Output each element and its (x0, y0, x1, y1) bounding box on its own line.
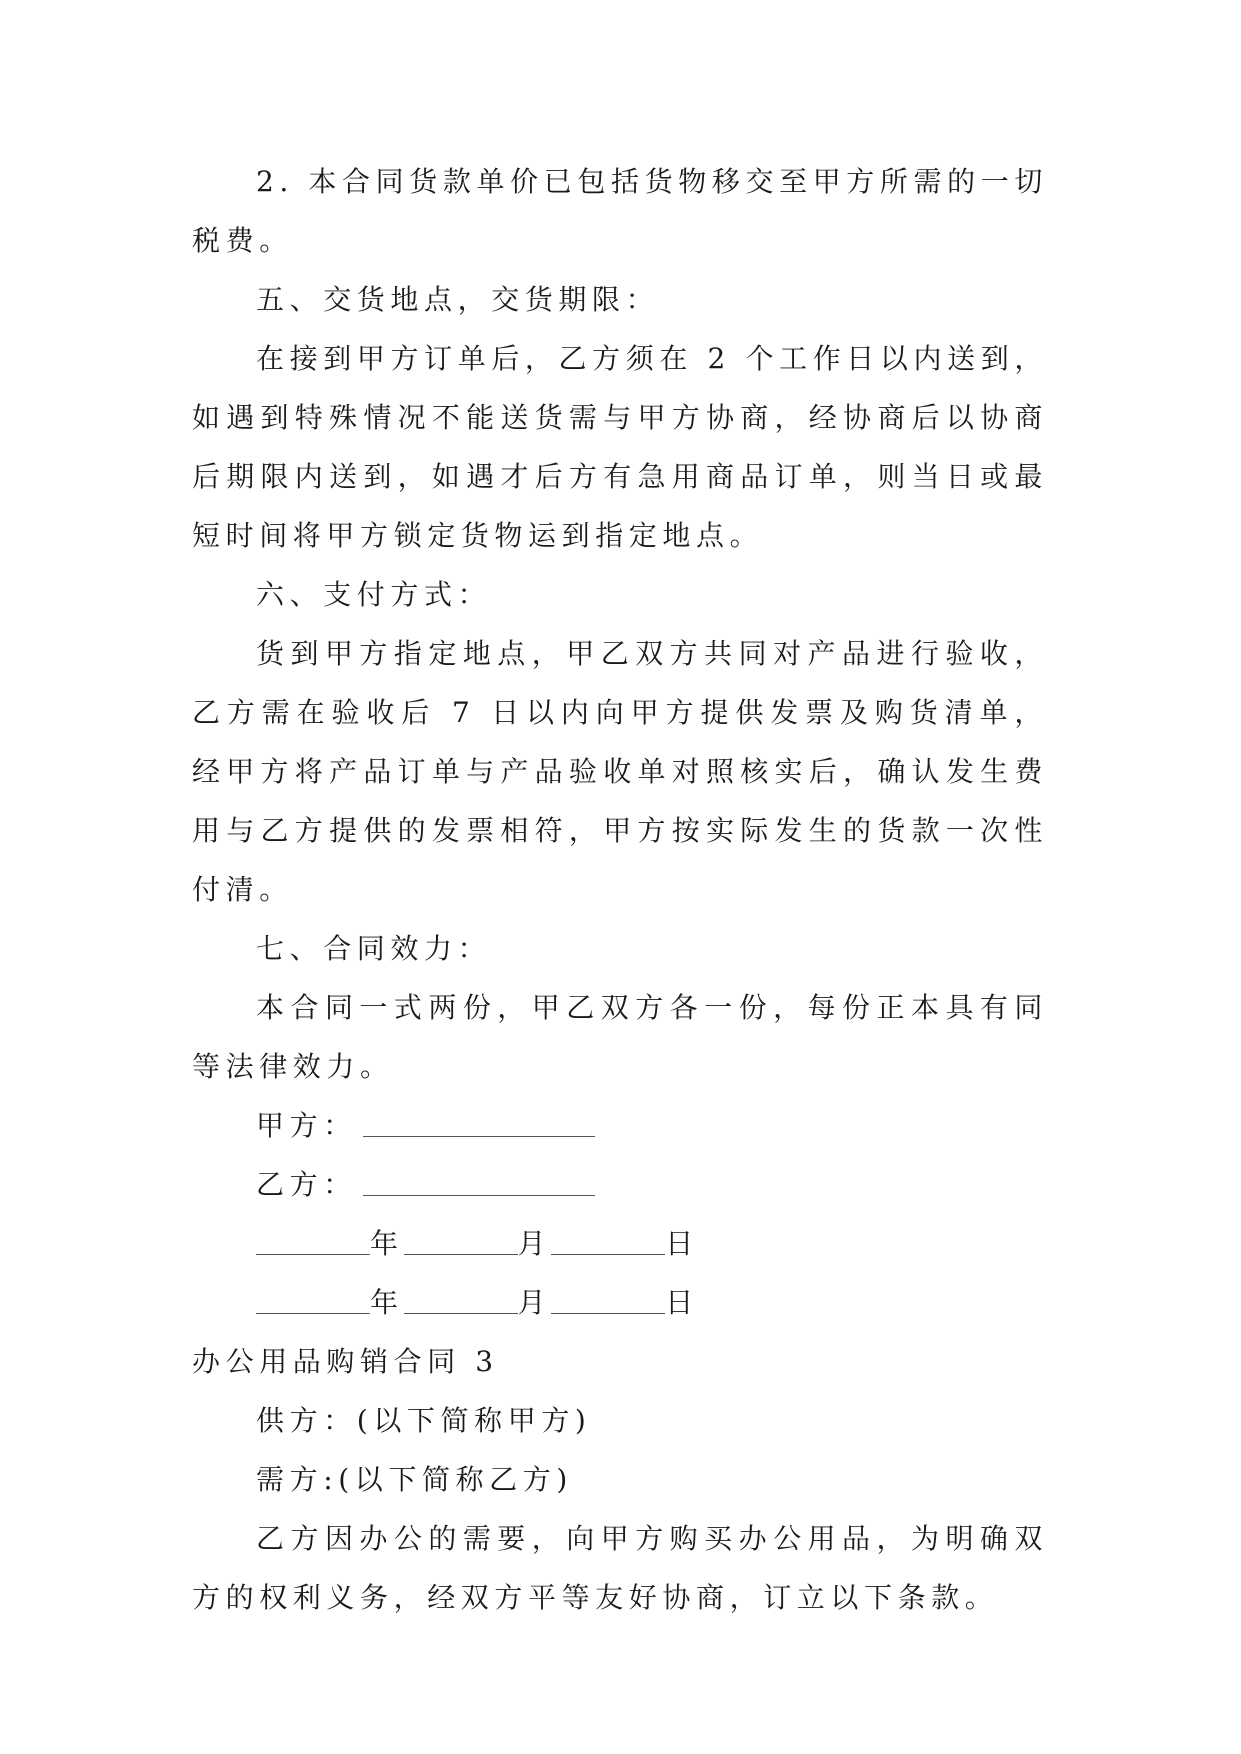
date-line-2 (192, 1273, 1048, 1332)
day-label: 日 (665, 1227, 699, 1260)
heading-payment: 六、支付方式： (256, 578, 492, 611)
date-day-blank[interactable] (551, 1281, 665, 1314)
signature-line-party-a[interactable] (363, 1104, 595, 1137)
signature-party-b (192, 1155, 1048, 1214)
signature-label-party-b: 乙方： (256, 1168, 357, 1201)
date-day-blank[interactable] (551, 1222, 665, 1255)
month-label: 月 (517, 1286, 552, 1319)
section-title: 办公用品购销合同 3 (192, 1345, 499, 1378)
month-label: 月 (517, 1227, 552, 1260)
date-line-1 (192, 1214, 1048, 1273)
year-label: 年 (370, 1286, 404, 1319)
buyer-line: 需方:(以下简称乙方) (256, 1463, 573, 1496)
document-body (192, 152, 1048, 1627)
clause-payment: 货到甲方指定地点，甲乙双方共同对产品进行验收，乙方需在验收后 7 日以内向甲方提供发票及购货清单，经甲方将产品订单与产品验收单对照核实后，确认发生费用与乙方提供的发票相符，甲方按实际发生的货款一次性付清。 (192, 637, 1048, 906)
clause-tax-included: 2. 本合同货款单价已包括货物移交至甲方所需的一切税费。 (192, 165, 1048, 257)
clause-delivery: 在接到甲方订单后，乙方须在 2 个工作日以内送到，如遇到特殊情况不能送货需与甲方协商，经协商后以协商后期限内送到，如遇才后方有急用商品订单，则当日或最短时间将甲方锁定货物运到指定地点。 (192, 342, 1048, 552)
date-month-blank[interactable] (404, 1222, 518, 1255)
supplier-line: 供方：(以下简称甲方) (256, 1404, 592, 1437)
signature-party-a (192, 1096, 1048, 1155)
date-year-blank[interactable] (256, 1222, 370, 1255)
signature-line-party-b[interactable] (363, 1163, 595, 1196)
date-year-blank[interactable] (256, 1281, 370, 1314)
signature-label-party-a: 甲方： (256, 1109, 357, 1142)
heading-validity: 七、合同效力： (256, 932, 492, 965)
clause-validity: 本合同一式两份，甲乙双方各一份，每份正本具有同等法律效力。 (192, 991, 1048, 1083)
date-month-blank[interactable] (404, 1281, 518, 1314)
heading-delivery: 五、交货地点，交货期限： (256, 283, 660, 316)
year-label: 年 (370, 1227, 404, 1260)
day-label: 日 (665, 1286, 699, 1319)
clause-purpose: 乙方因办公的需要，向甲方购买办公用品，为明确双方的权利义务，经双方平等友好协商，订立以下条款。 (192, 1522, 1048, 1614)
